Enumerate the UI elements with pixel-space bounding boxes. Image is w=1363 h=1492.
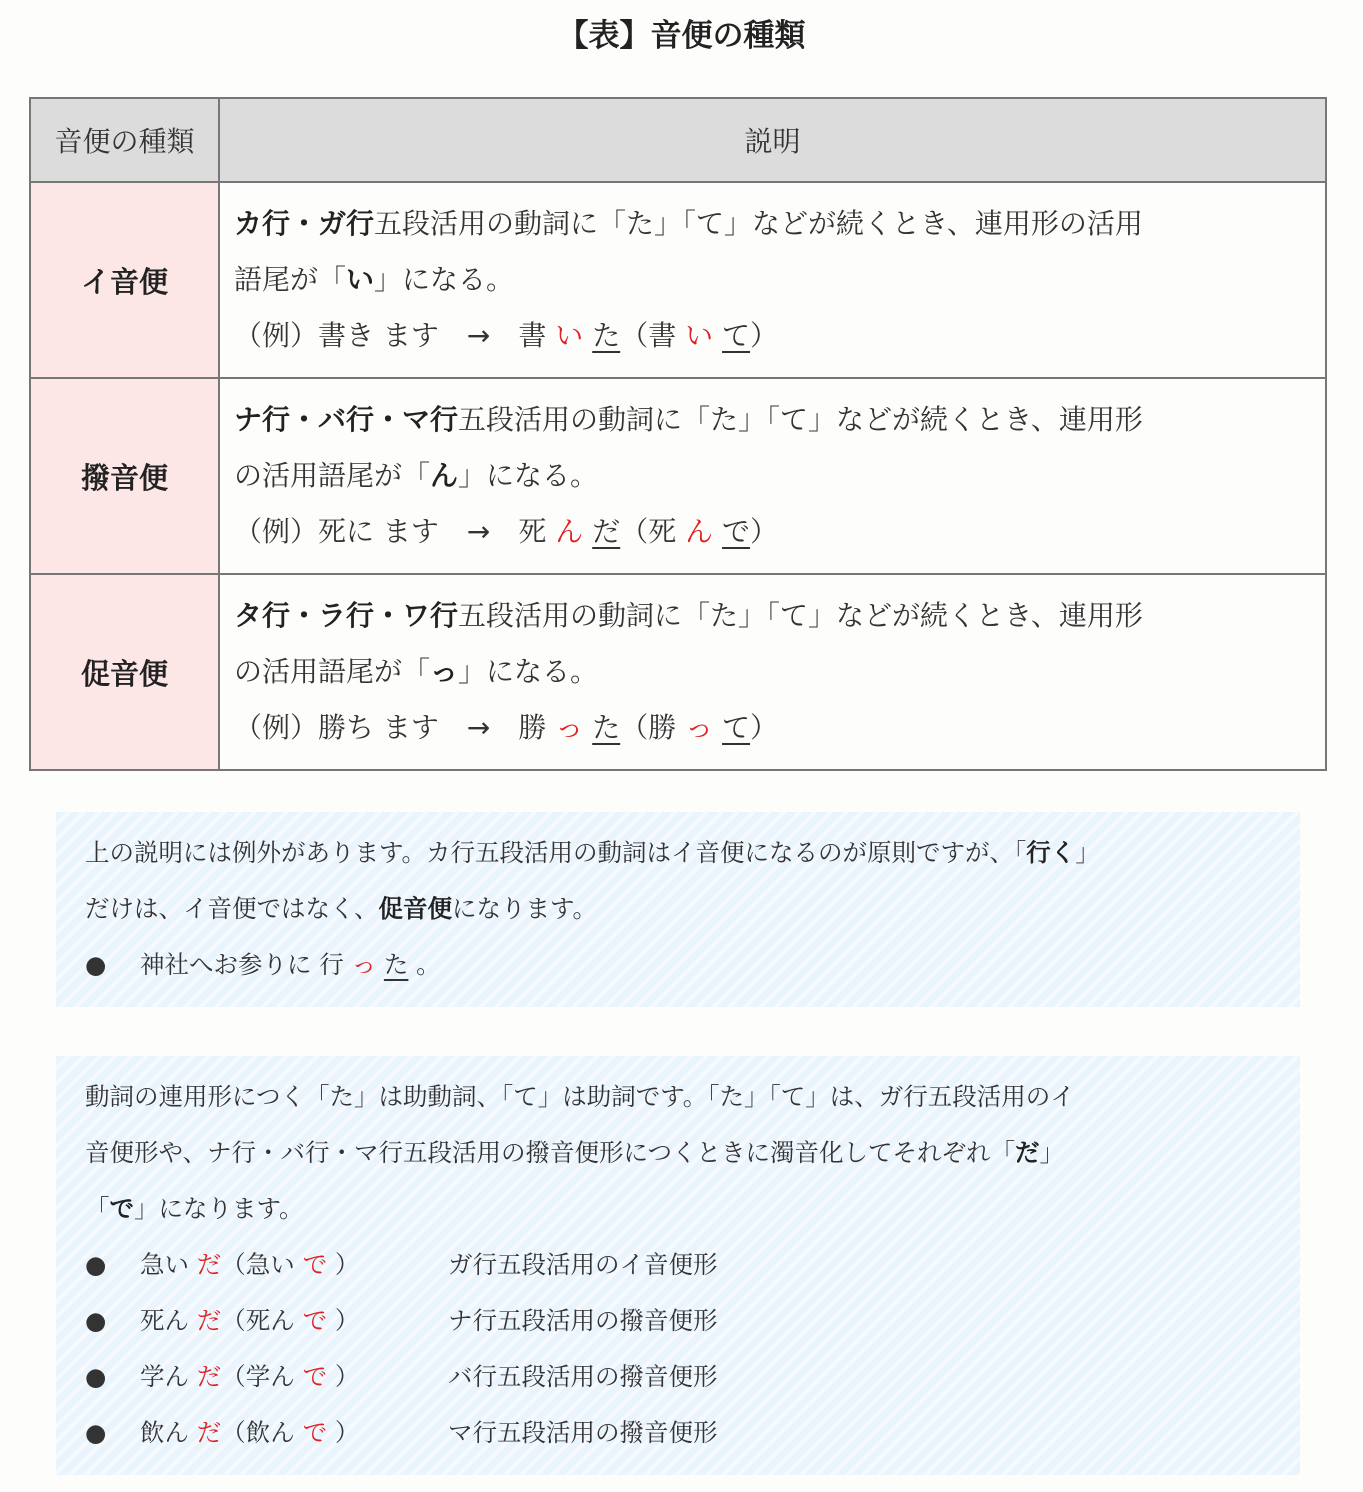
row-bold: タ行・ラ行・ワ行: [234, 599, 459, 632]
note-text: だけは、イ音便ではなく、: [85, 894, 379, 923]
example-text: 神社へお参りに 行: [140, 950, 352, 979]
example-text: （書: [620, 319, 686, 352]
red-kana: い: [685, 319, 714, 352]
ending-bold: ん: [430, 459, 459, 492]
desc-text: の活用語尾が「: [234, 655, 431, 688]
list-item: [85, 1349, 1300, 1405]
note-text: 音便形や、ナ行・バ行・マ行五段活用の撥音便形につくときに濁音化してそれぞれ「: [85, 1138, 1016, 1167]
note-text: 上の説明には例外があります。カ行五段活用の動詞はイ音便になるのが原則ですが、「: [85, 838, 1027, 867]
desc-text: 五段活用の動詞に「た」「て」などが続くとき、連用形: [458, 403, 1143, 436]
row-bold: カ行・ガ行: [234, 207, 375, 240]
spacer: [583, 711, 592, 744]
bullet-icon: ●: [85, 950, 107, 979]
example-line: [234, 308, 1313, 364]
bullet-icon: ●: [85, 1306, 107, 1335]
note-bold: 促音便: [378, 894, 453, 923]
red-kana: だ: [196, 1306, 222, 1335]
list-item: [85, 1293, 1300, 1349]
description-cell: [219, 378, 1326, 574]
desc-text: 五段活用の動詞に「た」「て」などが続くとき、連用形: [458, 599, 1143, 632]
red-kana: で: [302, 1306, 328, 1335]
header-description: 説明: [219, 98, 1326, 182]
ending-bold: い: [346, 263, 375, 296]
description-cell: [219, 574, 1326, 770]
bullet-icon: ●: [85, 1418, 107, 1447]
spacer: [583, 515, 592, 548]
example-description: バ行五段活用の撥音便形: [448, 1362, 718, 1391]
red-kana: ん: [555, 515, 584, 548]
list-item: [85, 1237, 1300, 1293]
kind-cell: イ音便: [30, 182, 219, 378]
desc-text: 」になる。: [458, 655, 599, 688]
table-row: [30, 182, 1326, 378]
spacer: [583, 319, 592, 352]
underlined-kana: て: [722, 319, 751, 352]
exception-note: [56, 812, 1300, 1007]
red-kana: だ: [196, 1362, 222, 1391]
example-text: ）: [750, 711, 779, 744]
underlined-kana: で: [722, 515, 751, 548]
example-text: （学ん: [221, 1362, 303, 1391]
example-text: 。: [408, 950, 441, 979]
note-text: 」: [1039, 1138, 1065, 1167]
table-header-row: [30, 98, 1326, 182]
description-cell: [219, 182, 1326, 378]
example-text: ）: [327, 1250, 360, 1279]
bullet-icon: ●: [85, 1362, 107, 1391]
example-line: [234, 700, 1313, 756]
underlined-kana: た: [592, 711, 621, 744]
note-text: 」になります。: [134, 1194, 304, 1223]
example-text: （急い: [221, 1250, 303, 1279]
red-kana: っ: [351, 950, 377, 979]
kind-cell: 促音便: [30, 574, 219, 770]
red-kana: っ: [555, 711, 584, 744]
example-text: 学ん: [140, 1362, 197, 1391]
list-item: [85, 1405, 1300, 1461]
row-bold: ナ行・バ行・マ行: [234, 403, 459, 436]
list-item: [85, 937, 1300, 993]
note-bold: 行く: [1026, 838, 1076, 867]
example-text: 飲ん: [140, 1418, 197, 1447]
note-text: 「: [85, 1194, 110, 1223]
note-bold: だ: [1015, 1138, 1040, 1167]
underlined-kana: て: [722, 711, 751, 744]
red-kana: で: [302, 1418, 328, 1447]
underlined-kana: た: [383, 950, 409, 979]
note-bold: で: [109, 1194, 134, 1223]
example-text: 死ん: [140, 1306, 197, 1335]
spacer: [376, 950, 384, 979]
note-text: になります。: [452, 894, 598, 923]
red-kana: ん: [685, 515, 714, 548]
table-row: [30, 378, 1326, 574]
example-line: [234, 504, 1313, 560]
spacer: [713, 319, 722, 352]
example-description: ガ行五段活用のイ音便形: [448, 1250, 718, 1279]
example-text: ）: [327, 1306, 360, 1335]
example-text: （飲ん: [221, 1418, 303, 1447]
page-title: 【表】音便の種類: [557, 18, 806, 54]
red-kana: っ: [685, 711, 714, 744]
red-kana: で: [302, 1362, 328, 1391]
desc-text: 」になる。: [374, 263, 515, 296]
voicing-note: [56, 1056, 1300, 1475]
example-text: ）: [750, 319, 779, 352]
header-kind: 音便の種類: [30, 98, 219, 182]
underlined-kana: た: [592, 319, 621, 352]
spacer: [713, 711, 722, 744]
note-text: 動詞の連用形につく「た」は助動詞、「て」は助詞です。「た」「て」は、ガ行五段活用のイ: [85, 1082, 1075, 1111]
example-description: マ行五段活用の撥音便形: [448, 1418, 718, 1447]
red-kana: だ: [196, 1418, 222, 1447]
desc-text: 五段活用の動詞に「た」「て」などが続くとき、連用形の活用: [374, 207, 1143, 240]
note-text: 」: [1075, 838, 1100, 867]
example-text: （例）勝ち ます → 勝: [234, 711, 556, 744]
example-text: ）: [327, 1362, 360, 1391]
red-kana: だ: [196, 1250, 222, 1279]
example-text: （死ん: [221, 1306, 303, 1335]
example-text: （例）死に ます → 死: [234, 515, 556, 548]
desc-text: 」になる。: [458, 459, 599, 492]
desc-text: 語尾が「: [234, 263, 347, 296]
red-kana: で: [302, 1250, 328, 1279]
bullet-icon: ●: [85, 1250, 107, 1279]
red-kana: い: [555, 319, 584, 352]
example-text: ）: [327, 1418, 360, 1447]
example-text: 急い: [140, 1250, 197, 1279]
example-text: ）: [750, 515, 779, 548]
example-text: （例）書き ます → 書: [234, 319, 556, 352]
desc-text: の活用語尾が「: [234, 459, 431, 492]
kind-cell: 撥音便: [30, 378, 219, 574]
sound-change-table: [29, 97, 1327, 771]
underlined-kana: だ: [592, 515, 621, 548]
example-description: ナ行五段活用の撥音便形: [448, 1306, 718, 1335]
example-text: （死: [620, 515, 686, 548]
ending-bold: っ: [430, 655, 459, 688]
spacer: [713, 515, 722, 548]
example-text: （勝: [620, 711, 686, 744]
table-row: [30, 574, 1326, 770]
